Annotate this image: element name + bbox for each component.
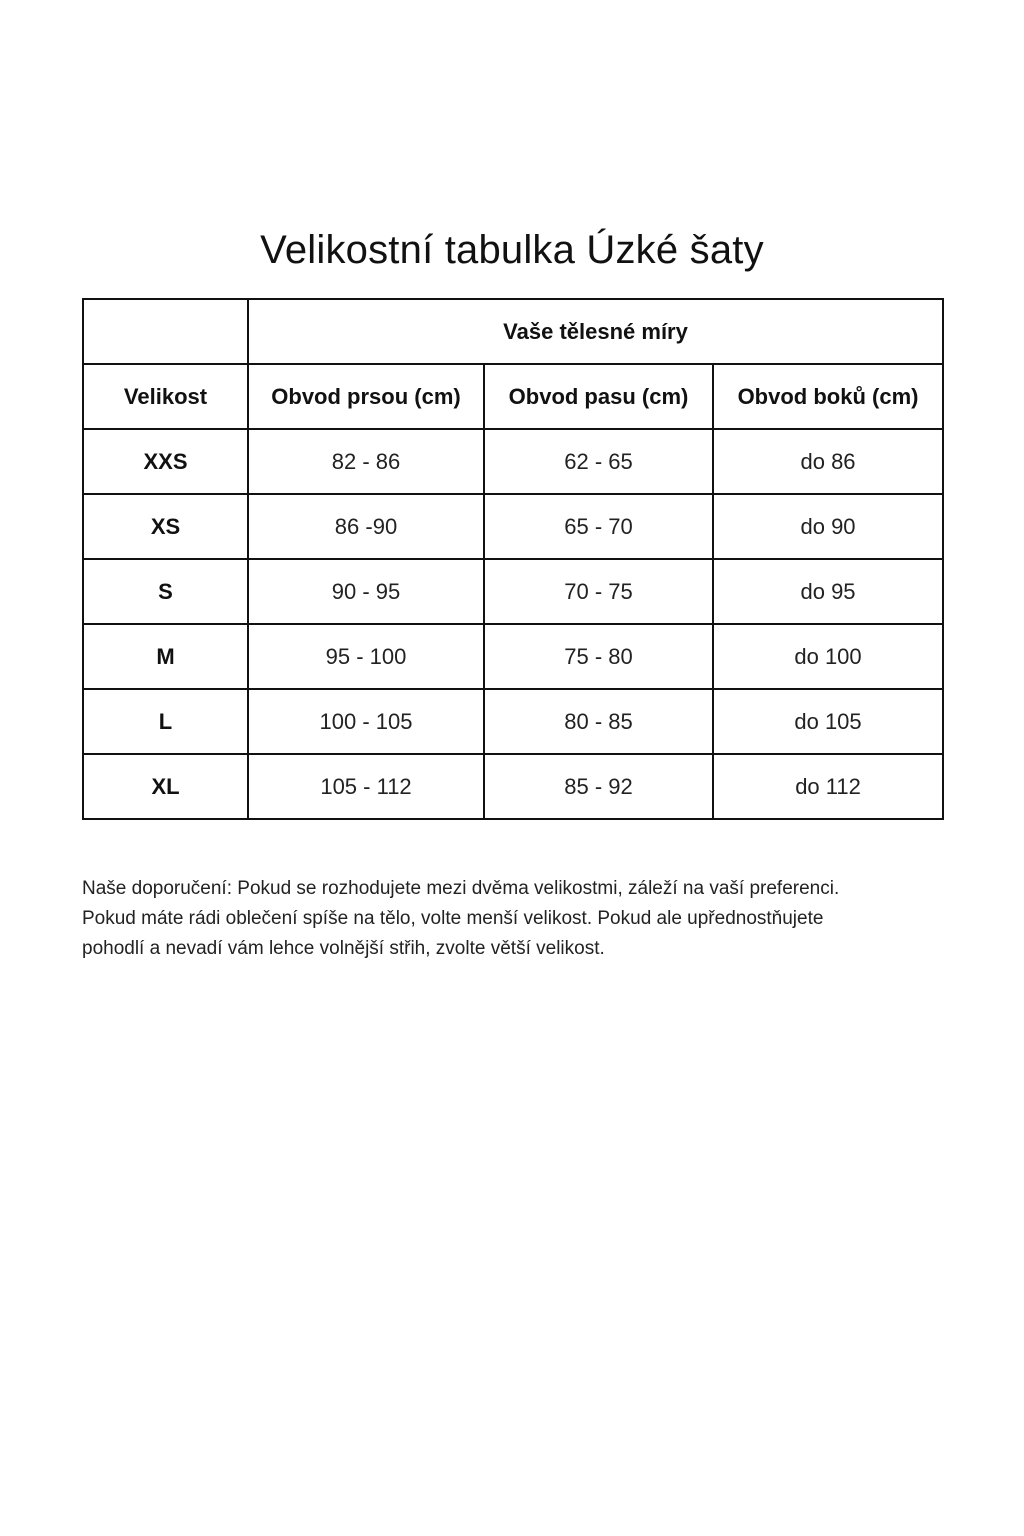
table-row [83, 624, 943, 689]
chest-cell: 95 - 100 [248, 624, 484, 689]
table-row [83, 494, 943, 559]
hips-cell: do 112 [713, 754, 943, 819]
hips-cell: do 86 [713, 429, 943, 494]
hips-cell: do 105 [713, 689, 943, 754]
size-cell: XXS [83, 429, 248, 494]
note-line: Naše doporučení: Pokud se rozhodujete mezi dvěma velikostmi, záleží na vaší preferenci. [82, 878, 840, 899]
hips-cell: do 90 [713, 494, 943, 559]
waist-cell: 70 - 75 [484, 559, 713, 624]
page-title: Velikostní tabulka Úzké šaty [260, 228, 764, 272]
size-cell: S [83, 559, 248, 624]
note-line: pohodlí a nevadí vám lehce volnější střih, zvolte větší velikost. [82, 938, 605, 959]
waist-cell: 75 - 80 [484, 624, 713, 689]
size-chart-table [82, 298, 944, 820]
waist-cell: 62 - 65 [484, 429, 713, 494]
column-header-hips: Obvod boků (cm) [713, 364, 943, 429]
measurements-group-header: Vaše tělesné míry [248, 299, 943, 364]
column-header-row [83, 364, 943, 429]
chest-cell: 86 -90 [248, 494, 484, 559]
recommendation-note [82, 874, 942, 964]
column-header-waist: Obvod pasu (cm) [484, 364, 713, 429]
table-row [83, 689, 943, 754]
size-cell: M [83, 624, 248, 689]
empty-header-cell [83, 299, 248, 364]
chest-cell: 90 - 95 [248, 559, 484, 624]
size-cell: L [83, 689, 248, 754]
chest-cell: 105 - 112 [248, 754, 484, 819]
column-header-size: Velikost [83, 364, 248, 429]
table-row [83, 429, 943, 494]
note-line: Pokud máte rádi oblečení spíše na tělo, volte menší velikost. Pokud ale upřednostňujete [82, 908, 824, 929]
size-cell: XL [83, 754, 248, 819]
hips-cell: do 95 [713, 559, 943, 624]
waist-cell: 65 - 70 [484, 494, 713, 559]
chest-cell: 100 - 105 [248, 689, 484, 754]
table-row [83, 754, 943, 819]
table-row [83, 559, 943, 624]
column-header-chest: Obvod prsou (cm) [248, 364, 484, 429]
waist-cell: 80 - 85 [484, 689, 713, 754]
waist-cell: 85 - 92 [484, 754, 713, 819]
size-cell: XS [83, 494, 248, 559]
chest-cell: 82 - 86 [248, 429, 484, 494]
hips-cell: do 100 [713, 624, 943, 689]
group-header-row [83, 299, 943, 364]
